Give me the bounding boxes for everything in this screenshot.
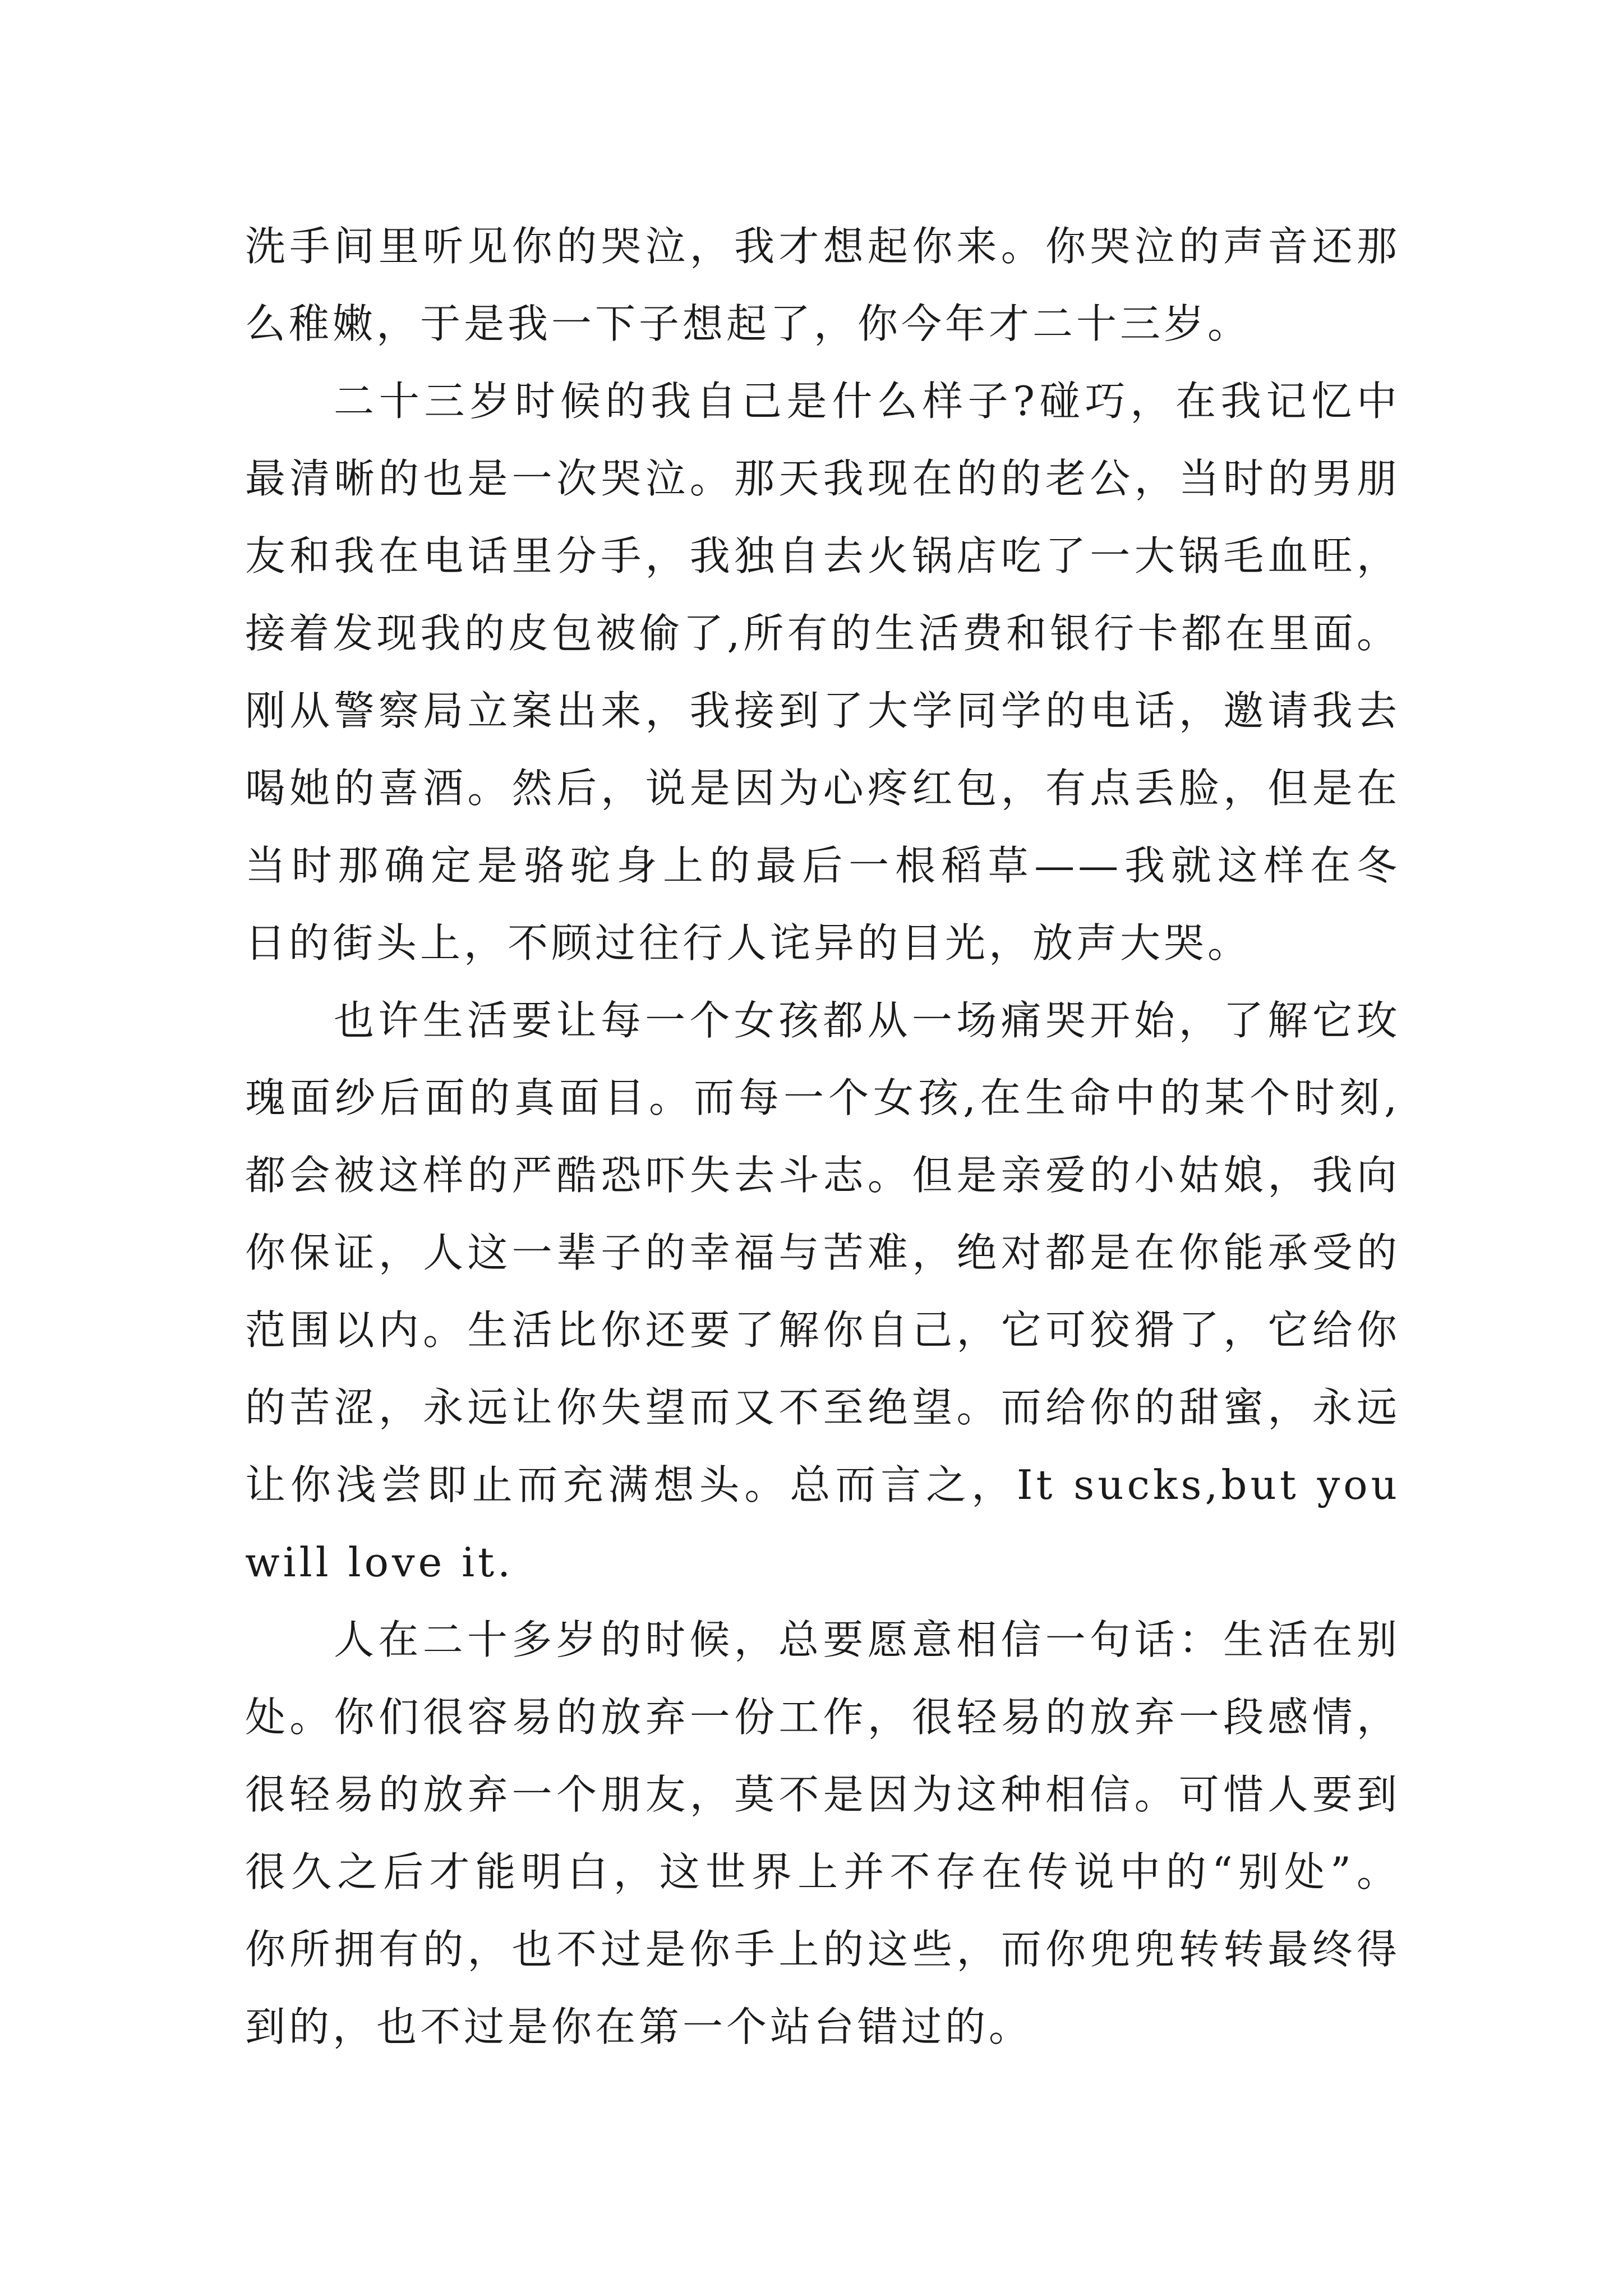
paragraph-4-line-6: 到的，也不过是你在第一个站台错过的。 [245,2003,1033,2050]
paragraph-2-line-6: 喝她的喜酒。然后，说是因为心疼红包，有点丢脸，但是在 [245,765,1400,812]
paragraph-4-line-1: 人在二十多岁的时候，总要愿意相信一句话：生活在别 [334,1616,1400,1663]
paragraph-3-line-6: 的苦涩，永远让你失望而又不至绝望。而给你的甜蜜，永远 [245,1384,1400,1431]
paragraph-4-line-3: 很轻易的放弃一个朋友，莫不是因为这种相信。可惜人要到 [245,1771,1400,1818]
paragraph-1-line-1: 洗手间里听见你的哭泣，我才想起你来。你哭泣的声音还那 [245,223,1400,270]
paragraph-4-line-4: 很久之后才能明白，这世界上并不存在传说中的“别处”。 [245,1848,1400,1895]
paragraph-3-line-5: 范围以内。生活比你还要了解你自己，它可狡猾了，它给你 [245,1306,1400,1354]
paragraph-2-line-7: 当时那确定是骆驼身上的最后一根稻草——我就这样在冬 [245,842,1400,889]
paragraph-3-line-1: 也许生活要让每一个女孩都从一场痛哭开始，了解它玫 [334,997,1400,1044]
paragraph-2-line-2: 最清晰的也是一次哭泣。那天我现在的的老公，当时的男朋 [245,455,1400,502]
paragraph-2-line-4: 接着发现我的皮包被偷了,所有的生活费和银行卡都在里面。 [245,610,1400,657]
paragraph-3-line-2: 瑰面纱后面的真面目。而每一个女孩,在生命中的某个时刻, [245,1074,1400,1121]
paragraph-3-line-4: 你保证，人这一辈子的幸福与苦难，绝对都是在你能承受的 [245,1229,1400,1276]
paragraph-3-line-3: 都会被这样的严酷恐吓失去斗志。但是亲爱的小姑娘，我向 [245,1152,1400,1199]
paragraph-2-line-8: 日的街头上，不顾过往行人诧异的目光，放声大哭。 [245,919,1252,967]
paragraph-2-line-3: 友和我在电话里分手，我独自去火锅店吃了一大锅毛血旺， [245,532,1400,579]
paragraph-4-line-5: 你所拥有的，也不过是你手上的这些，而你兜兜转转最终得 [245,1926,1400,1973]
paragraph-1-line-2: 么稚嫩，于是我一下子想起了，你今年才二十三岁。 [245,300,1252,347]
paragraph-2-line-5: 刚从警察局立案出来，我接到了大学同学的电话，邀请我去 [245,687,1400,734]
paragraph-4-line-2: 处。你们很容易的放弃一份工作，很轻易的放弃一段感情， [245,1694,1400,1741]
paragraph-3-line-8: will love it. [245,1539,514,1586]
paragraph-2-line-1: 二十三岁时候的我自己是什么样子?碰巧，在我记忆中 [334,378,1400,425]
document-body [245,208,1400,2065]
paragraph-3-line-7: 让你浅尝即止而充满想头。总而言之，It sucks,but you [245,1461,1400,1508]
